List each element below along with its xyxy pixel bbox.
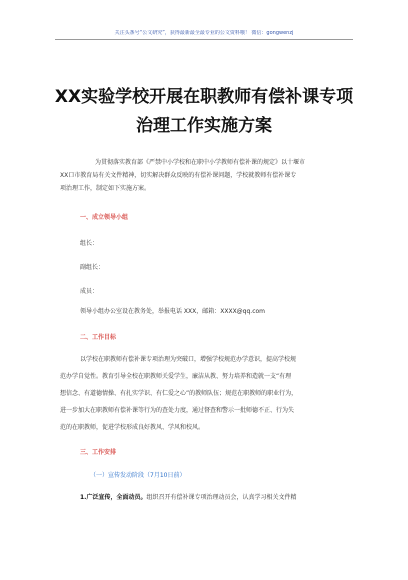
leader-label: 组长： [80, 240, 99, 247]
intro-line-3: 项治理工作，制定如下实施方案。 [60, 185, 151, 192]
section-2-heading: 二、工作目标 [80, 334, 117, 341]
deputy-leader-label: 副组长： [80, 264, 105, 271]
office-contact: 领导小组办公室设在教务处，举报电话 XXX，邮箱：XXXX@qq.com [80, 308, 266, 315]
goal-line-2: 范办学自觉性。教育引导全校在职教师关爱学生，廉洁从教、努力培养和造就一支“有理 [60, 373, 292, 380]
goal-line-5: 范的在职教师，促进学校形成良好教风、学风和校风。 [60, 424, 205, 431]
document-title-line-1: XX实验学校开展在职教师有偿补课专项 [54, 87, 354, 107]
header-divider [55, 39, 353, 40]
section-1-heading: 一、成立领导小组 [80, 214, 129, 221]
item-1-text: 组织召开有偿补课专项治理动员会，认真学习相关文件精 [146, 494, 297, 501]
intro-line-1: 为贯彻落实教育部《严禁中小学校和在职中小学教师有偿补课的规定》以十堰市 [95, 159, 306, 166]
goal-line-4: 进一步加大在职教师有偿补课等行为的查处力度，通过督查和警示一批师德不正、行为失 [60, 407, 295, 414]
item-1-lead: 1.广泛宣传，全面动员。 [80, 494, 147, 501]
document-title-line-2: 治理工作实施方案 [136, 116, 272, 136]
goal-line-3: 想信念、有道德情操、有扎实学识、有仁爱之心”的教师队伍；规范在职教师的职业行为， [60, 390, 298, 397]
intro-line-2: XX口市教育局有关文件精神，切实解决群众反映的有偿补课问题，学校就教师有偿补课专 [60, 172, 297, 179]
section-3-heading: 三、工作安排 [80, 449, 117, 456]
header-note[interactable] [70, 30, 338, 37]
goal-line-1: 以学校在职教师有偿补课专项治理为突破口，增强学校规范办学意识，提高学校规 [80, 356, 297, 363]
members-label: 成员： [80, 288, 99, 295]
item-1-line [80, 493, 296, 502]
phase-1-heading: （一）宣传发动阶段（7月10日前） [90, 472, 186, 479]
header-note-text[interactable]: 关注头条号“公文研究”，获得最新最全最专业的公文资料哦！ 微信：gongwenzj [114, 30, 294, 36]
